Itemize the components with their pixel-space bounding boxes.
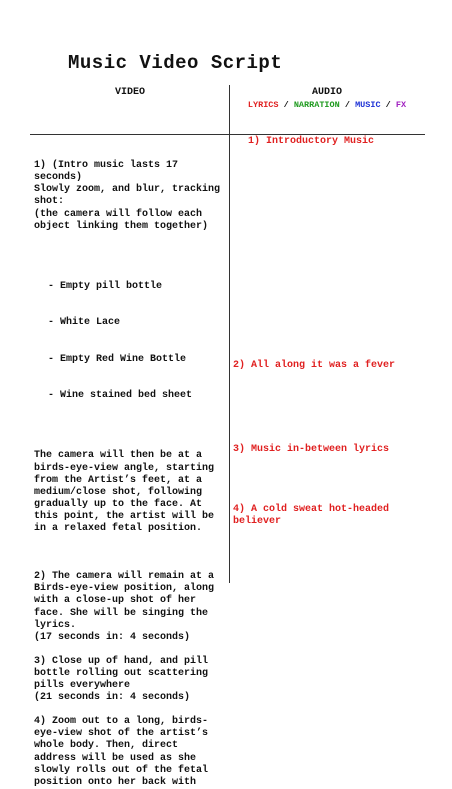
list-item: - Wine stained bed sheet — [34, 390, 226, 402]
list-item: - Empty pill bottle — [34, 281, 226, 293]
video-scene-4: 4) Zoom out to a long, birds-eye-view shot of the artist’s whole body. Then, direct address will be used as she slowly rolls out of the fetal position onto her back with — [34, 716, 215, 788]
audio-item-3: 3) Music in-between lyrics — [233, 444, 390, 455]
legend-music: MUSIC — [355, 100, 381, 110]
column-divider — [229, 85, 230, 583]
video-scene-3: 3) Close up of hand, and pill bottle rolling out scattering pills everywhere (21 seconds in: 4 seconds) — [34, 655, 209, 704]
legend-fx: FX — [395, 100, 407, 110]
list-item: - Empty Red Wine Bottle — [34, 354, 226, 366]
audio-item-2: 2) All along it was a fever — [233, 360, 396, 371]
legend-separator: / — [380, 100, 396, 110]
header-divider — [30, 134, 425, 135]
audio-item-1: 1) Introductory Music — [248, 136, 375, 147]
document-title: Music Video Script — [68, 52, 283, 74]
legend-separator: / — [339, 100, 356, 110]
scene-1-outro: The camera will then be at a birds-eye-view angle, starting from the Artist’s feet, at a medium/close shot, following gradually up to the face. At this point, the artist will be in a relaxed fetal position. — [34, 450, 221, 534]
audio-item-4: 4) A cold sweat hot-headed believer — [233, 504, 390, 528]
video-column — [34, 136, 226, 789]
list-item: - White Lace — [34, 317, 226, 329]
scene-1-object-list — [34, 257, 226, 426]
video-scene-2: 2) The camera will remain at a Birds-eye-view position, along with a close-up shot of her face. She will be singing the lyrics. (17 seconds in: 4 seconds) — [34, 571, 215, 643]
video-column-header: VIDEO — [114, 87, 145, 98]
legend-separator: / — [278, 100, 294, 110]
scene-1-intro: 1) (Intro music lasts 17 seconds) Slowly zoom, and blur, tracking shot: (the camera will follow each object linking them together) — [34, 160, 221, 232]
legend-lyrics: LYRICS — [247, 100, 279, 110]
video-scene-1 — [34, 136, 226, 559]
audio-key-legend — [232, 100, 422, 110]
legend-narration: NARRATION — [293, 100, 340, 110]
audio-column-header: AUDIO — [311, 87, 342, 98]
